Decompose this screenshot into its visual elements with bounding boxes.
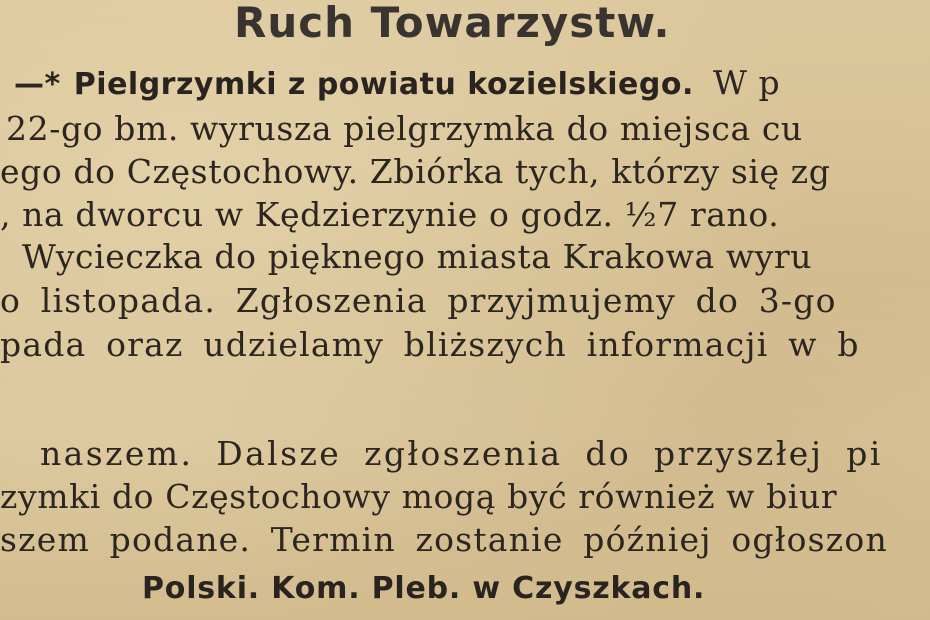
text-line: Wycieczka do pięknego miasta Krakowa wyru [22, 237, 813, 276]
article-headline: Pielgrzymki z powiatu kozielskiego. [73, 67, 694, 102]
section-heading: Ruch Towarzystw. [234, 0, 671, 47]
text-line: , na dworcu w Kędzierzynie o godz. ½7 rano. [0, 195, 780, 234]
text-line: o listopada. Zgłoszenia przyjmujemy do 3-go [0, 281, 837, 320]
text-line: zymki do Częstochowy mogą być również w biur [0, 477, 838, 516]
text-line: szem podane. Termin zostanie później ogłoszon [0, 520, 888, 559]
headline-line [14, 63, 781, 102]
text-line: pada oraz udzielamy bliższych informacji w b [0, 325, 860, 364]
signature: Polski. Kom. Pleb. w Czyszkach. [142, 571, 706, 606]
text-line: ego do Częstochowy. Zbiórka tych, którzy się zg [0, 152, 831, 191]
text-line: naszem. Dalsze zgłoszenia do przyszłej pi [40, 434, 883, 473]
dash-mark: —* [14, 67, 61, 102]
text-line: 22-go bm. wyrusza pielgrzymka do miejsca cu [6, 109, 803, 148]
headline-line-tail: W p [712, 63, 781, 102]
